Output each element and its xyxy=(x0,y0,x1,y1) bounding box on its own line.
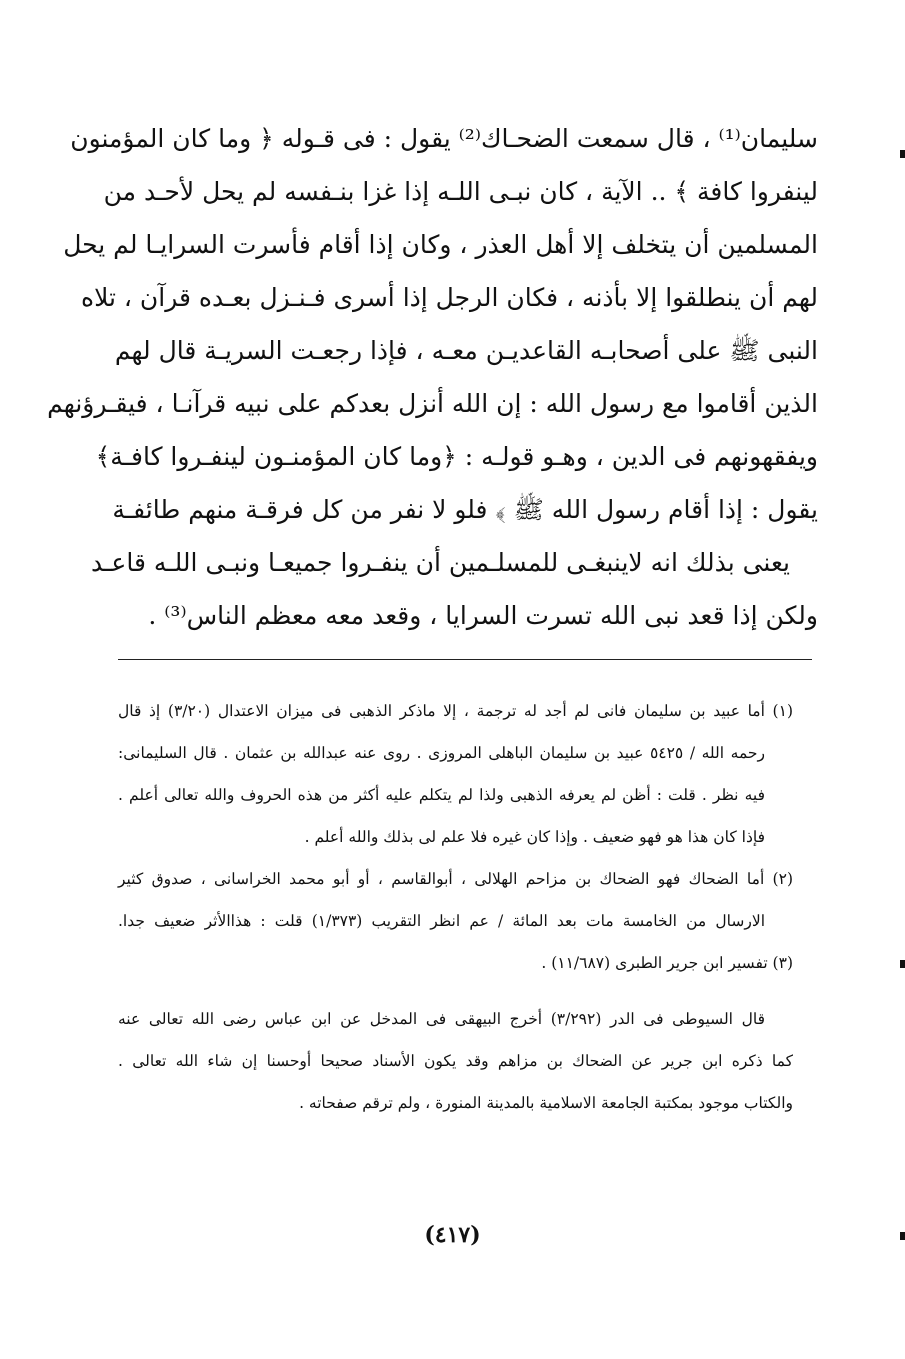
footnote-line: الارسال من الخامسة مات بعد المائة / عم انظر التقريب (١/٣٧٣) قلت : هذاالأثر ضعيف جدا. xyxy=(118,912,765,930)
main-text-line: يعنى بذلك انه لاينبغـى للمسلـمين أن ينفـروا جميعـا ونبـى اللـه قاعـد xyxy=(90,548,790,577)
footnote-line: (٣) تفسير ابن جرير الطبرى (١١/٦٨٧) . xyxy=(541,954,793,972)
footnote-3 xyxy=(118,942,793,984)
main-text-line: لينفروا كافة ﴾ .. الآية ، كان نبـى اللـه إذا غزا بنـفسه لم يحل لأحـد من xyxy=(103,177,818,206)
footnote-line: فيه نظر . قلت : أظن لم يعرفه الذهبى ولذا لم يتكلم عليه أكثر من هذه الحروف والله تعالى أعلم . xyxy=(118,786,765,804)
edge-mark xyxy=(900,150,905,158)
footnote-line: (١) أما عبيد بن سليمان فانى لم أجد له ترجمة ، إلا ماذكر الذهبى فى ميزان الاعتدال (٣/٢٠) إذ قال xyxy=(118,702,793,720)
footnote-line: رحمه الله / ٥٤٢٥ عبيد بن سليمان الباهلى المروزى . روى عنه عبدالله بن عثمان . قال السليمانى: xyxy=(118,744,765,762)
footnote-1 xyxy=(118,690,793,858)
main-text-line: الذين أقاموا مع رسول الله : إن الله أنزل بعدكم على نبيه قرآنـا ، فيقـرؤنهم xyxy=(47,389,818,418)
footnote-line: كما ذكره ابن جرير عن الضحاك بن مزاهم وقد يكون الأسناد صحيحا أوحسنا إن شاء الله تعالى . xyxy=(118,1052,793,1070)
footnote-line: فإذا كان هذا هو فهو ضعيف . وإذا كان غيره فلا علم لى بذلك والله أعلم . xyxy=(304,828,765,846)
footnote-3-continuation xyxy=(118,998,793,1124)
footnote-line: قال السيوطى فى الدر (٣/٢٩٢) أخرج البيهقى فى المدخل عن ابن عباس رضى الله تعالى عنه xyxy=(118,1010,765,1028)
main-text-block xyxy=(47,112,818,642)
main-text-line: المسلمين أن يتخلف إلا أهل العذر ، وكان إذا أقام فأسرت السرايـا لم يحل xyxy=(63,230,818,259)
footnote-line: (٢) أما الضحاك فهو الضحاك بن مزاحم الهلالى ، أبوالقاسم ، أو أبو محمد الخراسانى ، صدوق كثير xyxy=(118,870,793,888)
main-text-line: ولكن إذا قعد نبى الله تسرت السرايا ، وقعد معه معظم الناس⁽³⁾ . xyxy=(148,601,818,630)
page-number: (٤١٧) xyxy=(424,1222,481,1248)
footnote-divider xyxy=(118,659,812,660)
edge-mark xyxy=(900,1232,905,1240)
edge-mark xyxy=(900,960,905,968)
main-text-line: لهم أن ينطلقوا إلا بأذنه ، فكان الرجل إذا أسرى فـنـزل بعـده قرآن ، تلاه xyxy=(81,283,818,312)
footnote-2 xyxy=(118,858,793,942)
footnote-line: والكتاب موجود بمكتبة الجامعة الاسلامية بالمدينة المنورة ، ولم ترقم صفحاته . xyxy=(299,1094,793,1112)
main-text-line: سليمان⁽¹⁾ ، قال سمعت الضحـاك⁽²⁾ يقول : فى قـوله ﴿ وما كان المؤمنون xyxy=(70,124,818,153)
main-text-line: يقول : إذا أقام رسول الله ﷺ ﴾ فلو لا نفر من كل فرقـة منهم طائفـة xyxy=(112,495,818,524)
main-text-line: النبى ﷺ على أصحابـه القاعديـن معـه ، فإذا رجعـت السريـة قال لهم xyxy=(114,336,818,365)
main-text-line: ويفقهونهم فى الدين ، وهـو قولـه : ﴿وما كان المؤمنـون لينفـروا كافـة﴾ xyxy=(95,442,818,471)
footnotes-block xyxy=(118,690,793,1124)
